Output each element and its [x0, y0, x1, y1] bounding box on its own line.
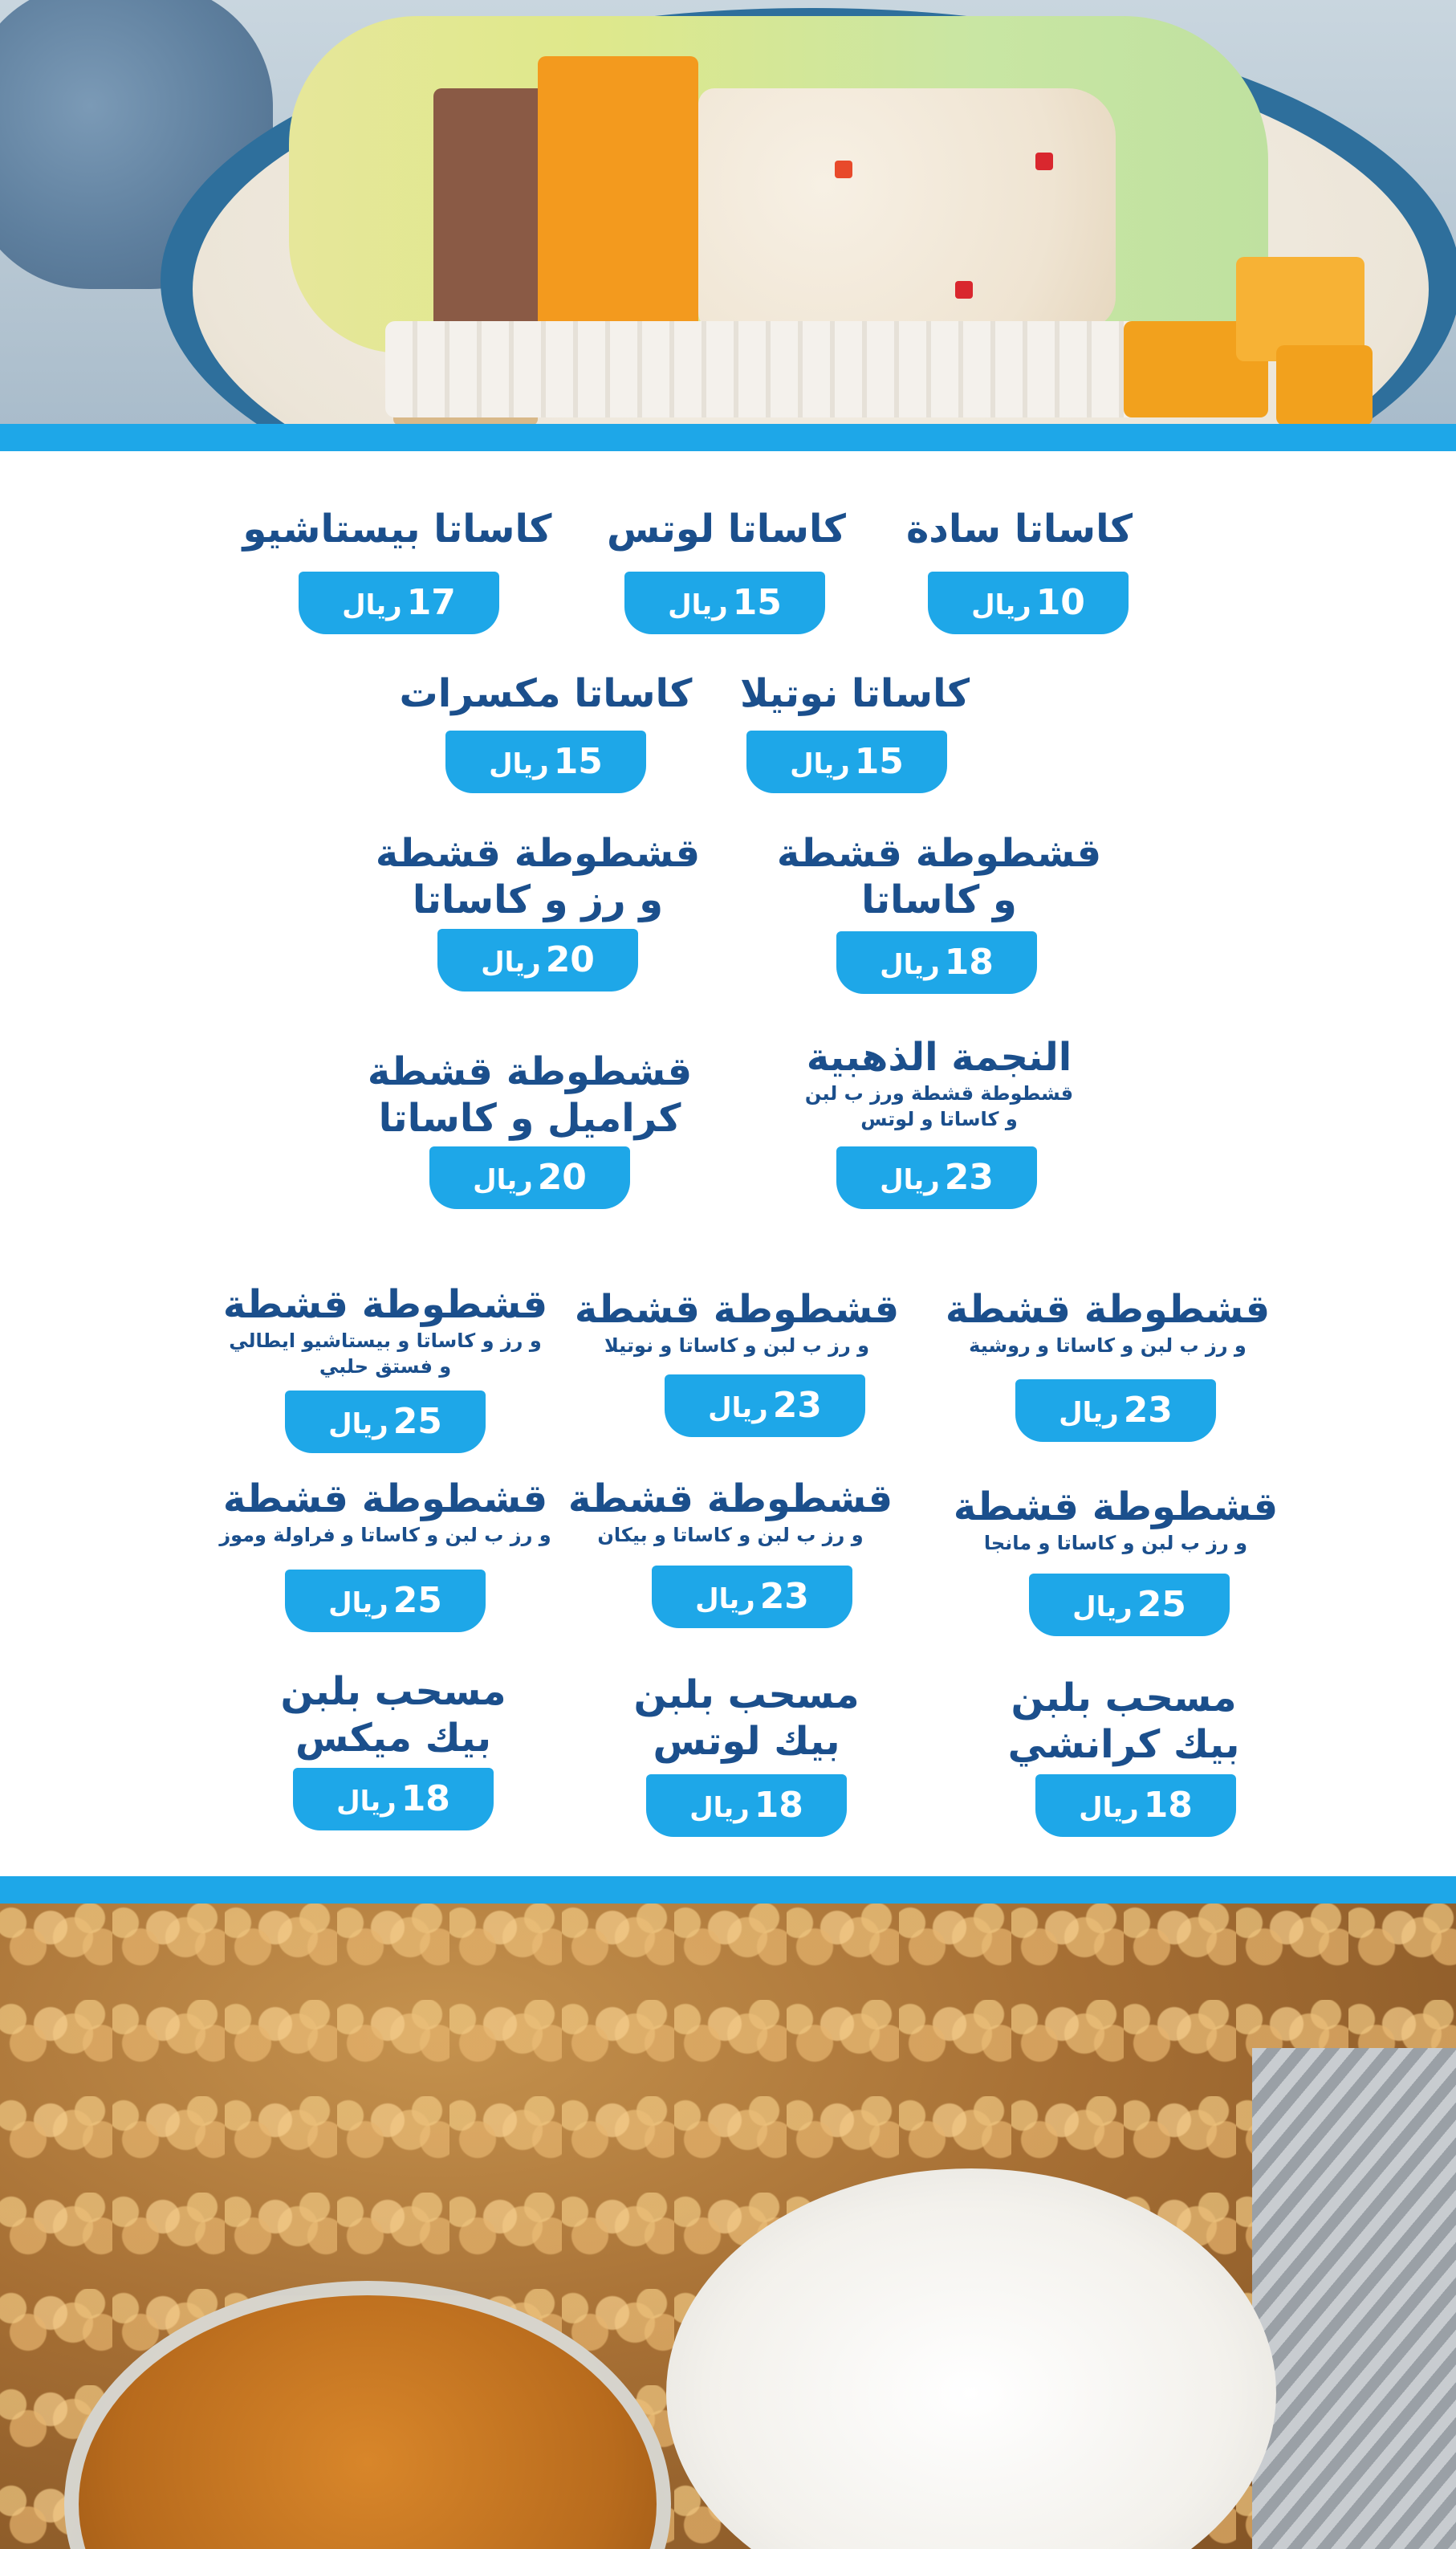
menu-item-mashab-lotus: [610, 1672, 883, 1765]
candied-fruit-decoration: [1035, 153, 1053, 170]
menu-item-qashtota-rice-casata-mango: [947, 1484, 1284, 1556]
price-tag: [836, 931, 1037, 994]
menu-item-qashtota-rice-casata: [369, 830, 706, 923]
price-tag: [1015, 1379, 1216, 1442]
price-tag: [293, 1768, 494, 1830]
menu-item-qashtota-casata: [771, 830, 1108, 923]
price-value: 23: [772, 1385, 822, 1426]
item-name-line1: مسحب بلبن: [1011, 1676, 1237, 1720]
currency-label: ريال: [971, 589, 1031, 621]
item-description-line1: و رز ب لبن و كاساتا و فراولة وموز: [219, 1524, 551, 1546]
price-value: 15: [553, 741, 603, 782]
item-name-line2: بيك ميكس: [295, 1716, 492, 1761]
item-description-line2: و فستق حلبي: [319, 1355, 452, 1378]
item-description-line1: و رز ب لبن و كاساتا و روشية: [969, 1334, 1247, 1357]
currency-label: ريال: [489, 748, 549, 780]
price-value: 10: [1035, 582, 1085, 623]
price-tag: [646, 1774, 847, 1837]
item-name-line2: و كاساتا: [861, 877, 1017, 922]
price-tag: [652, 1566, 852, 1628]
menu-item-qashtota-rice-casata-nutella: [568, 1286, 905, 1358]
casata-cake-photo: [0, 0, 1456, 424]
currency-label: ريال: [342, 589, 402, 621]
item-name-line1: قشطوطة قشطة: [375, 831, 701, 876]
price-tag: [1029, 1574, 1230, 1636]
price-tag: [285, 1570, 486, 1632]
price-tag: [1035, 1774, 1236, 1837]
cream-layer-decoration: [698, 88, 1116, 329]
item-description-line2: و كاساتا و لوتس: [860, 1108, 1018, 1130]
currency-label: ريال: [328, 1408, 388, 1440]
item-name: كاساتا بيستاشيو: [242, 507, 552, 552]
menu-item-casata-plain: [875, 506, 1164, 552]
item-name: كاساتا سادة: [905, 507, 1133, 552]
item-name: قشطوطة قشطة: [574, 1287, 900, 1332]
price-value: 18: [1143, 1785, 1193, 1826]
price-value: 23: [759, 1576, 809, 1617]
currency-label: ريال: [473, 1164, 533, 1196]
item-name-line2: بيك لوتس: [653, 1719, 840, 1764]
menu-item-casata-nutella: [714, 670, 995, 717]
item-name: كاساتا لوتس: [607, 507, 846, 552]
menu-item-qashtota-rice-casata-pecan: [554, 1476, 907, 1548]
item-name: النجمة الذهبية: [806, 1035, 1072, 1080]
cake-base-decoration: [385, 321, 1148, 417]
price-value: 15: [854, 741, 904, 782]
foil-tray-decoration: [1252, 2048, 1456, 2549]
menu-item-qashtota-rice-casata-pistachio: [201, 1281, 570, 1379]
item-name: كاساتا نوتيلا: [739, 671, 970, 716]
item-description-line1: و رز و كاساتا و بيستاشيو ايطالي: [229, 1329, 542, 1352]
bottom-blue-band: [0, 1876, 1456, 1904]
price-value: 18: [944, 942, 994, 983]
item-description-line1: قشطوطة قشطة ورز ب لبن: [804, 1082, 1074, 1105]
price-value: 25: [392, 1580, 442, 1621]
currency-label: ريال: [668, 589, 728, 621]
menu-item-casata-nuts: [385, 670, 706, 717]
currency-label: ريال: [880, 949, 940, 981]
price-tag: [437, 929, 638, 992]
item-name-line1: قشطوطة قشطة: [367, 1049, 693, 1094]
currency-label: ريال: [328, 1587, 388, 1619]
menu-item-qashtota-rice-casata-roshia: [939, 1286, 1276, 1358]
item-name-line2: بيك كرانشي: [1007, 1722, 1240, 1767]
mango-cube-decoration: [1276, 345, 1373, 424]
menu-item-casata-pistachio: [217, 506, 578, 552]
price-value: 25: [392, 1401, 442, 1442]
price-value: 25: [1137, 1584, 1186, 1625]
price-tag: [445, 731, 646, 793]
currency-label: ريال: [880, 1164, 940, 1196]
price-tag: [299, 572, 499, 634]
item-name: قشطوطة قشطة: [945, 1287, 1271, 1332]
price-tag: [429, 1146, 630, 1209]
item-name: كاساتا مكسرات: [399, 671, 693, 716]
price-value: 18: [754, 1785, 803, 1826]
currency-label: ريال: [1079, 1792, 1139, 1824]
item-description-line1: و رز ب لبن و كاساتا و بيكان: [597, 1524, 864, 1546]
price-tag: [746, 731, 947, 793]
item-name: قشطوطة قشطة: [222, 1476, 548, 1521]
price-value: 23: [1123, 1390, 1173, 1431]
item-name-line1: مسحب بلبن: [280, 1669, 506, 1714]
menu-item-golden-star: [771, 1034, 1108, 1132]
price-value: 20: [537, 1157, 587, 1198]
item-description-line1: و رز ب لبن و كاساتا و مانجا: [983, 1532, 1248, 1554]
price-tag: [624, 572, 825, 634]
item-name-line1: مسحب بلبن: [633, 1672, 860, 1717]
currency-label: ريال: [790, 748, 850, 780]
currency-label: ريال: [1072, 1591, 1133, 1623]
currency-label: ريال: [336, 1786, 397, 1818]
price-value: 18: [401, 1778, 450, 1819]
mango-layer-decoration: [538, 56, 698, 329]
item-name: قشطوطة قشطة: [567, 1476, 893, 1521]
top-blue-band: [0, 424, 1456, 451]
menu-item-qashtota-caramel-casata: [361, 1049, 698, 1142]
item-name-line2: و رز و كاساتا: [412, 877, 664, 922]
candied-fruit-decoration: [835, 161, 852, 178]
menu-item-mashab-mix: [257, 1668, 530, 1761]
item-description-line1: و رز ب لبن و كاساتا و نوتيلا: [604, 1334, 870, 1357]
menu-item-casata-lotus: [578, 506, 875, 552]
currency-label: ريال: [708, 1392, 768, 1424]
candied-fruit-decoration: [955, 281, 973, 299]
price-value: 15: [732, 582, 782, 623]
price-value: 20: [545, 939, 595, 980]
price-tag: [665, 1374, 865, 1437]
menu-item-mashab-crunchy: [987, 1675, 1260, 1768]
crunchy-mashab-photo: [0, 1904, 1456, 2549]
menu-item-qashtota-rice-casata-strawberry-banana: [201, 1476, 570, 1548]
price-tag: [285, 1391, 486, 1453]
currency-label: ريال: [481, 947, 541, 979]
currency-label: ريال: [1059, 1397, 1119, 1429]
price-tag: [836, 1146, 1037, 1209]
item-name: قشطوطة قشطة: [222, 1282, 548, 1327]
currency-label: ريال: [689, 1792, 750, 1824]
item-name-line2: كراميل و كاساتا: [378, 1096, 681, 1141]
price-value: 23: [944, 1157, 994, 1198]
price-tag: [928, 572, 1129, 634]
currency-label: ريال: [695, 1583, 755, 1615]
price-value: 17: [406, 582, 456, 623]
item-name-line1: قشطوطة قشطة: [776, 831, 1102, 876]
item-name: قشطوطة قشطة: [953, 1484, 1279, 1529]
